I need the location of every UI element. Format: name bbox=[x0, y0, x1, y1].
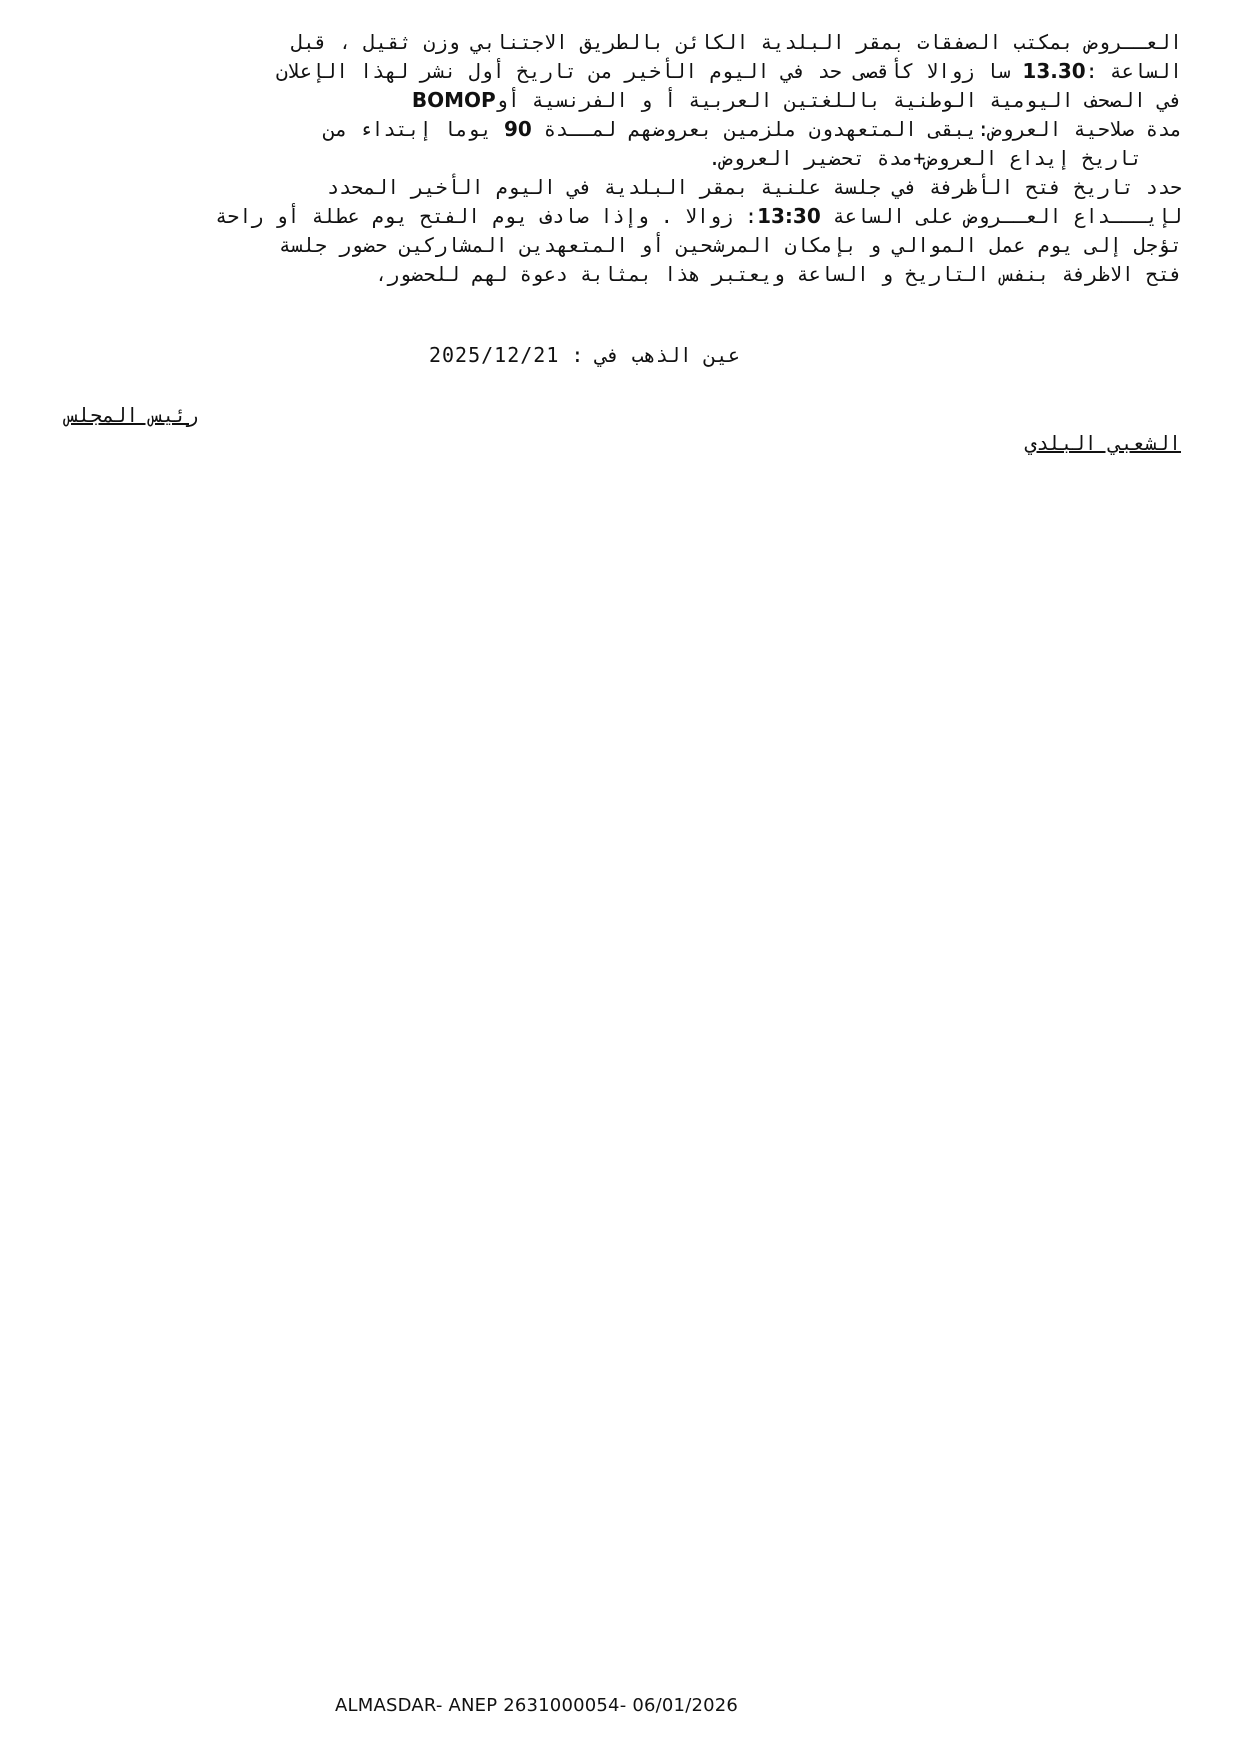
text-line bbox=[70, 86, 1182, 115]
text-line bbox=[70, 202, 1182, 231]
place-label: عين الذهب في : bbox=[559, 343, 740, 367]
text-line bbox=[70, 57, 1182, 86]
validity-days: 90 bbox=[503, 117, 532, 141]
place-date-line bbox=[360, 343, 740, 367]
text-segment: الساعة : bbox=[1085, 59, 1182, 83]
deadline-time: 13.30 bbox=[1022, 59, 1086, 83]
text-line bbox=[70, 115, 1182, 144]
text-line: تؤجل إلى يوم عمل الموالي و بإمكان المرشحين أو المتعهدين المشاركين حضور جلسة bbox=[278, 233, 1182, 257]
text-line: حدد تاريخ فتح الأظرفة في جلسة علنية بمقر البلدية في اليوم الأخير المحدد bbox=[327, 175, 1182, 199]
text-segment: في الصحف اليومية الوطنية باللغتين العربية أ و الفرنسية أو bbox=[495, 88, 1182, 112]
text-segment: يوما إبتداء من bbox=[323, 117, 504, 141]
signature-subtitle: الشعبي البلدي bbox=[1024, 431, 1181, 455]
text-segment: لإيـــداع العــروض على الساعة bbox=[820, 204, 1182, 228]
publication-footer: ALMASDAR- ANEP 2631000054- 06/01/2026 bbox=[335, 1695, 739, 1716]
signature-title: رئيس المجلس bbox=[66, 403, 199, 427]
text-segment: سا زوالا كأقصى حد في اليوم الأخير من تاريخ أول نشر لهذا الإعلان bbox=[275, 59, 1023, 83]
text-line: فتح الاظرفة بنفس التاريخ و الساعة ويعتبر هذا بمثابة دعوة لهم للحضور، bbox=[375, 262, 1182, 286]
text-line: تاريخ إيداع العروض+مدة تحضير العروض. bbox=[708, 146, 1142, 170]
text-line: العــروض بمكتب الصفقات بمقر البلدية الكائن بالطريق الاجتنابي وزن ثقيل ، قبل bbox=[290, 30, 1182, 54]
announcement-body bbox=[70, 28, 1182, 289]
text-segment: : زوالا . وإذا صادف يوم الفتح يوم عطلة أو راحة bbox=[215, 204, 758, 228]
issue-date: 2025/12/21 bbox=[428, 343, 560, 367]
opening-time: 13:30 bbox=[757, 204, 821, 228]
text-segment: مدة صلاحية العروض:يبقى المتعهدون ملزمين بعروضهم لمــدة bbox=[531, 117, 1182, 141]
bomop-label: BOMOP bbox=[411, 88, 496, 112]
